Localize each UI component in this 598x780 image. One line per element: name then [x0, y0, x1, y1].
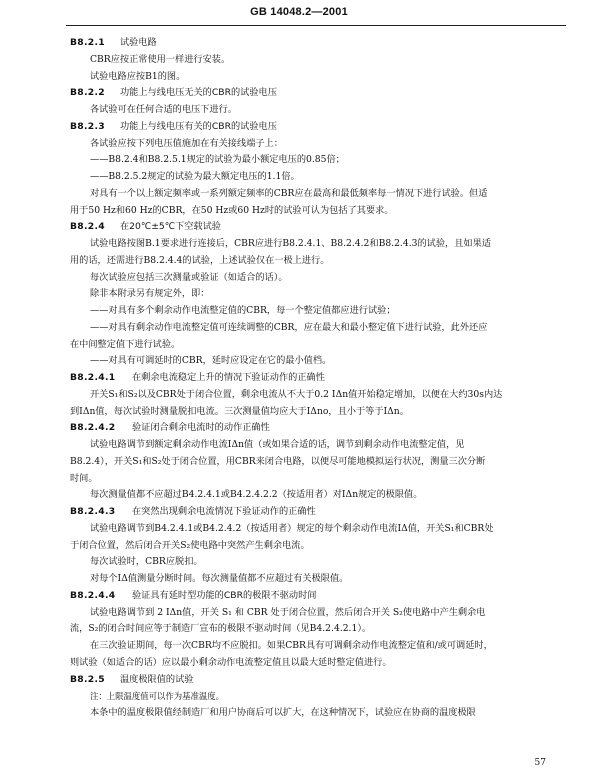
- page-number: 57: [534, 758, 546, 768]
- section-number: B8.2.1: [70, 37, 105, 48]
- section-title: 试验电路: [120, 37, 157, 48]
- paragraph-line: 到IΔn值，每次试验时测量脱扣电流。三次测量值均应大于IΔno，且小于等于IΔn。: [70, 405, 409, 417]
- paragraph-line: 流，S₂的闭合时间应等于制造厂宣布的极限不驱动时间（见B4.2.4.2.1）。: [70, 623, 372, 635]
- section-number: B8.2.4.3: [70, 506, 116, 517]
- section-title: 功能上与线电压无关的CBR的试验电压: [120, 87, 277, 99]
- document-body: [70, 35, 566, 722]
- note-line: 注：上限温度值可以作为基准温度。: [90, 691, 224, 702]
- paragraph-line: 试验电路调节到B4.2.4.1或B4.2.4.2（按适用者）规定的每个剩余动作电流IΔ值，开关S₁和CBR处: [90, 522, 494, 534]
- section-number: B8.2.2: [70, 87, 105, 99]
- section-title: 在剩余电流稳定上升的情况下验证动作的正确性: [132, 372, 325, 383]
- paragraph-line: 用的话，还需进行B8.2.4.4的试验，上述试验仅在一极上进行。: [70, 254, 330, 266]
- section-title: 验证具有延时型功能的CBR的极限不驱动时间: [132, 589, 317, 601]
- section-heading: [70, 119, 566, 136]
- paragraph-line: 每次测量值都不应超过B4.2.4.1或B4.2.4.2.2（按适用者）对IΔn规定的极限值。: [90, 489, 423, 501]
- section-title: 在突然出现剩余电流情况下验证动作的正确性: [132, 506, 316, 517]
- paragraph-line: 本条中的温度极限值经制造厂和用户协商后可以扩大，在这种情况下，试验应在协商的温度极限: [90, 707, 476, 718]
- paragraph-line: 时间。: [70, 472, 98, 484]
- paragraph-line: 用于50 Hz和60 Hz的CBR，在50 Hz或60 Hz时的试验可认为包括了其要求。: [70, 204, 394, 216]
- paragraph-line: ——B8.2.4和B8.2.5.1规定的试验为最小额定电压的0.85倍；: [90, 154, 345, 166]
- paragraph-line: ——B8.2.5.2规定的试验为最大额定电压的1.1倍。: [90, 171, 300, 182]
- section-number: B8.2.4: [70, 221, 105, 233]
- paragraph-line: 对每个IΔ值测量分断时间。每次测量值都不应超过有关极限值。: [90, 573, 349, 584]
- page-header: GB 14048.2—2001: [250, 6, 348, 18]
- paragraph-line: 试验电路应按B1的图。: [90, 70, 186, 82]
- paragraph-line: 试验电路调节到 2 IΔn值，开关 S₁ 和 CBR 处于闭合位置，然后闭合开关 S₂使电路中产生剩余电: [90, 606, 486, 618]
- section-heading: [70, 85, 566, 102]
- header-rule: [66, 25, 566, 26]
- paragraph-line: 于闭合位置，然后闭合开关S₂使电路中突然产生剩余电流。: [70, 539, 310, 551]
- section-heading: [70, 588, 566, 605]
- paragraph-line: 在三次验证期间，每一次CBR均不应脱扣。如果CBR具有可调剩余动作电流整定值和/或可调延时，: [90, 640, 493, 651]
- paragraph-line: 除非本附录另有规定外，即：: [90, 288, 210, 300]
- paragraph-line: 对具有一个以上额定频率或一系列额定频率的CBR应在最高和最低频率每一情况下进行试验。但适: [90, 187, 488, 199]
- paragraph-line: ——对具有可调延时的CBR，延时应设定在它的最小值档。: [90, 355, 332, 367]
- section-number: B8.2.3: [70, 120, 105, 132]
- section-title: 温度极限值的试验: [120, 673, 194, 685]
- paragraph-line: 试验电路按图B.1要求进行连接后，CBR应进行B8.2.4.1、B8.2.4.2和B8.2.4.3的试验，且如果适: [90, 238, 491, 249]
- paragraph-line: 各试验应按下列电压值施加在有关接线端子上：: [90, 137, 283, 149]
- paragraph-line: 各试验可在任何合适的电压下进行。: [90, 104, 237, 115]
- section-number: B8.2.5: [70, 673, 105, 685]
- paragraph-line: 在中间整定值下进行试验。: [70, 338, 181, 350]
- paragraph-line: ——对具有多个剩余动作电流整定值的CBR，每一个整定值都应进行试验；: [90, 305, 396, 316]
- section-heading: [70, 672, 566, 689]
- section-number: B8.2.4.1: [70, 372, 116, 383]
- paragraph-line: 试验电路调节到额定剩余动作电流IΔn值（或如果合适的话，调节到剩余动作电流整定值，见: [90, 439, 465, 450]
- section-number: B8.2.4.2: [70, 422, 116, 434]
- section-heading: [70, 35, 566, 52]
- section-title: 验证闭合剩余电流时的动作正确性: [132, 422, 270, 434]
- paragraph-line: 每次试验时，CBR应脱扣。: [90, 556, 203, 568]
- section-heading: [70, 219, 566, 236]
- section-number: B8.2.4.4: [70, 589, 116, 601]
- paragraph-line: ——对具有剩余动作电流整定值可连续调整的CBR，应在最大和最小整定值下进行试验，此外还应: [90, 321, 488, 333]
- paragraph-line: 开关S₁和S₂以及CBR处于闭合位置，剩余电流从不大于0.2 IΔn值开始稳定增加，以便在大约30s内达: [90, 388, 503, 400]
- paragraph-line: CBR应按正常使用一样进行安装。: [90, 53, 231, 65]
- paragraph-line: B8.2.4），开关S₁和S₂处于闭合位置，用CBR来闭合电路，以便尽可能地模拟运行状况，测量三次分断: [70, 455, 486, 467]
- section-title: 功能上与线电压有关的CBR的试验电压: [120, 120, 277, 132]
- section-heading: [70, 370, 566, 387]
- paragraph-line: 则试验（如适合的话）应以最小剩余动作电流整定值且以最大延时整定值进行。: [70, 656, 392, 668]
- section-title: 在20℃±5℃下空载试验: [120, 221, 221, 233]
- section-heading: [70, 504, 566, 521]
- section-heading: [70, 420, 566, 437]
- paragraph-line: 每次试验应包括三次测量或验证（如适合的话）。: [90, 271, 288, 283]
